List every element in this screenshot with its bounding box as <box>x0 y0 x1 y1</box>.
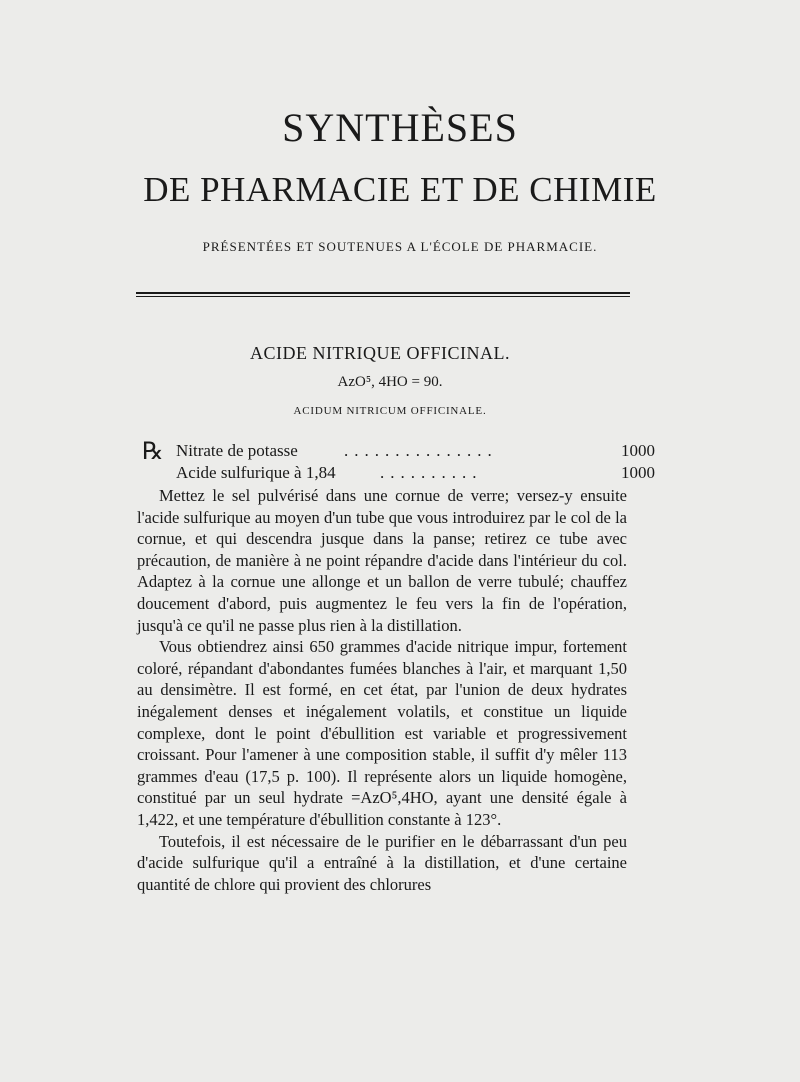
ingredient-row <box>0 463 800 485</box>
divider-rule <box>136 292 630 294</box>
paragraph: Toutefois, il est nécessaire de le purifier en le débarrassant d'un peu d'acide sulfurique qu'il a entraîné à la distillation, et d'une certaine quantité de chlore qui provient des chlorures <box>137 831 627 894</box>
recipe-symbol-icon: ℞ <box>142 439 164 465</box>
latin-name: ACIDUM NITRICUM OFFICINALE. <box>293 405 487 417</box>
paragraph: Vous obtiendrez ainsi 650 grammes d'acide nitrique impur, fortement coloré, répandant d'abondantes fumées blanches à l'air, et marquant 1,50 au densimètre. Il est formé, en cet état, par l'union de deux hydrates inégalement denses et inégalement volatils, et constitue un liquide complexe, dont le point d'ébullition est variable et progressivement croissant. Pour l'amener à une composition stable, il suffit d'y mêler 113 grammes d'eau (17,5 p. 100). Il représente alors un liquide homogène, constitué par un seul hydrate =AzO⁵,4HO, ayant une densité égale à 1,422, et une température d'ébullition constante à 123°. <box>137 637 627 829</box>
divider-rule-thin <box>136 296 630 297</box>
main-title: SYNTHÈSES <box>282 105 518 150</box>
ingredient-quantity: 1000 <box>621 441 655 460</box>
main-subtitle: DE PHARMACIE ET DE CHIMIE <box>143 170 657 209</box>
presentation-line: PRÉSENTÉES ET SOUTENUES A L'ÉCOLE DE PHARMACIE. <box>202 239 598 254</box>
section-title: ACIDE NITRIQUE OFFICINAL. <box>250 343 510 363</box>
chemical-formula: AzO⁵, 4HO = 90. <box>337 374 443 390</box>
ingredient-name: Acide sulfurique à 1,84 <box>176 463 336 482</box>
body-text <box>137 485 627 895</box>
leader-dots: ............... <box>344 441 498 460</box>
paragraph: Mettez le sel pulvérisé dans une cornue de verre; versez-y ensuite l'acide sulfurique au moyen d'un tube que vous introduirez par le col de la cornue, et qui descendra jusque dans la panse; retirez ce tube avec précaution, de manière à ne point répandre d'acide dans l'intérieur du col. Adaptez à la cornue une allonge et un ballon de verre tubulé; chauffez doucement d'abord, puis augmentez le feu vers la fin de l'opération, jusqu'à ce qu'il ne passe plus rien à la distillation. <box>137 486 627 635</box>
ingredient-name: Nitrate de potasse <box>176 441 298 460</box>
ingredient-row <box>0 441 800 463</box>
leader-dots: .......... <box>380 463 483 482</box>
ingredient-quantity: 1000 <box>621 463 655 482</box>
